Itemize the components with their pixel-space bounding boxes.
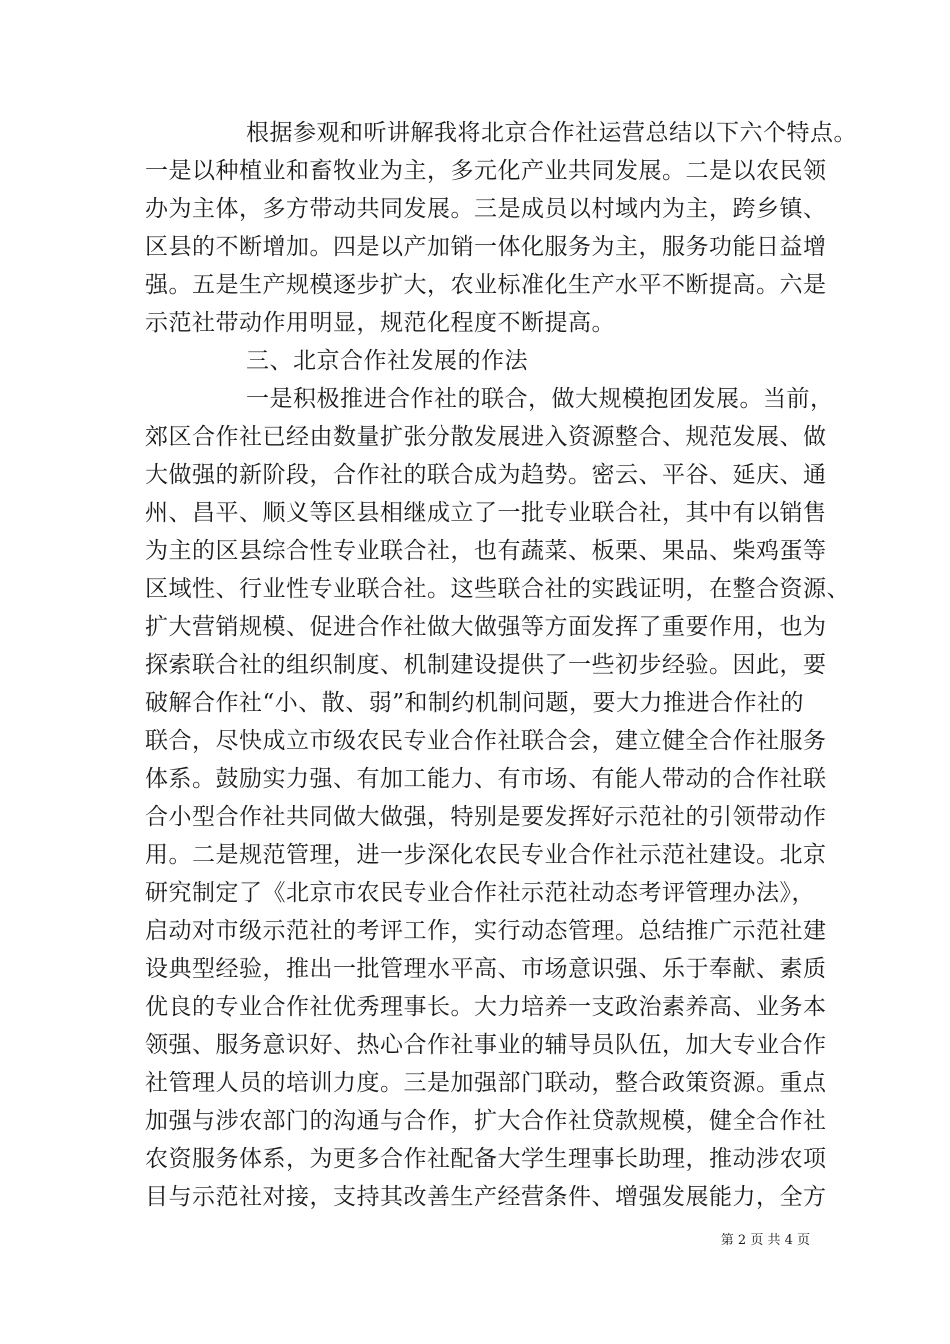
text-line: 领强、服务意识好、热心合作社事业的辅导员队伍，加大专业合作 (145, 1032, 827, 1058)
section-heading: 三、北京合作社发展的作法 (246, 348, 528, 374)
text-line: 联合，尽快成立市级农民专业合作社联合会，建立健全合作社服务 (145, 728, 827, 754)
text-line: 为主的区县综合性专业联合社，也有蔬菜、板栗、果品、柴鸡蛋等 (145, 538, 827, 564)
text-line: 一是以种植业和畜牧业为主，多元化产业共同发展。二是以农民领 (145, 158, 827, 184)
page-number: 第 2 页 共 4 页 (720, 1233, 810, 1248)
text-line: 目与示范社对接，支持其改善生产经营条件、增强发展能力，全方 (145, 1184, 827, 1210)
text-line: 探索联合社的组织制度、机制建设提供了一些初步经验。因此，要 (145, 652, 827, 678)
text-line: 大做强的新阶段，合作社的联合成为趋势。密云、平谷、延庆、通 (145, 462, 827, 488)
text-line: 区县的不断增加。四是以产加销一体化服务为主，服务功能日益增 (145, 234, 827, 260)
text-line: 示范社带动作用明显，规范化程度不断提高。 (145, 310, 615, 336)
text-line: 郊区合作社已经由数量扩张分散发展进入资源整合、规范发展、做 (145, 424, 827, 450)
text-line: 办为主体，多方带动共同发展。三是成员以村域内为主，跨乡镇、 (145, 196, 827, 222)
text-line: 根据参观和听讲解我将北京合作社运营总结以下六个特点。 (246, 120, 857, 146)
text-line: 农资服务体系，为更多合作社配备大学生理事长助理，推动涉农项 (145, 1146, 827, 1172)
text-line: 用。二是规范管理，进一步深化农民专业合作社示范社建设。北京 (145, 842, 827, 868)
text-line: 研究制定了《北京市农民专业合作社示范社动态考评管理办法》， (145, 880, 815, 906)
text-line: 社管理人员的培训力度。三是加强部门联动，整合政策资源。重点 (145, 1070, 827, 1096)
text-line: 区域性、行业性专业联合社。这些联合社的实践证明，在整合资源、 (145, 576, 850, 602)
text-line: 州、昌平、顺义等区县相继成立了一批专业联合社，其中有以销售 (145, 500, 827, 526)
text-line: 体系。鼓励实力强、有加工能力、有市场、有能人带动的合作社联 (145, 766, 827, 792)
text-line: 加强与涉农部门的沟通与合作，扩大合作社贷款规模，健全合作社 (145, 1108, 827, 1134)
text-line: 优良的专业合作社优秀理事长。大力培养一支政治素养高、业务本 (145, 994, 827, 1020)
text-line: 扩大营销规模、促进合作社做大做强等方面发挥了重要作用，也为 (145, 614, 827, 640)
text-line: 破解合作社“小、散、弱”和制约机制问题，要大力推进合作社的 (145, 690, 805, 716)
text-line: 一是积极推进合作社的联合，做大规模抱团发展。当前， (246, 386, 834, 412)
text-line: 强。五是生产规模逐步扩大，农业标准化生产水平不断提高。六是 (145, 272, 827, 298)
text-line: 合小型合作社共同做大做强，特别是要发挥好示范社的引领带动作 (145, 804, 827, 830)
text-line: 设典型经验，推出一批管理水平高、市场意识强、乐于奉献、素质 (145, 956, 827, 982)
text-line: 启动对市级示范社的考评工作，实行动态管理。总结推广示范社建 (145, 918, 827, 944)
